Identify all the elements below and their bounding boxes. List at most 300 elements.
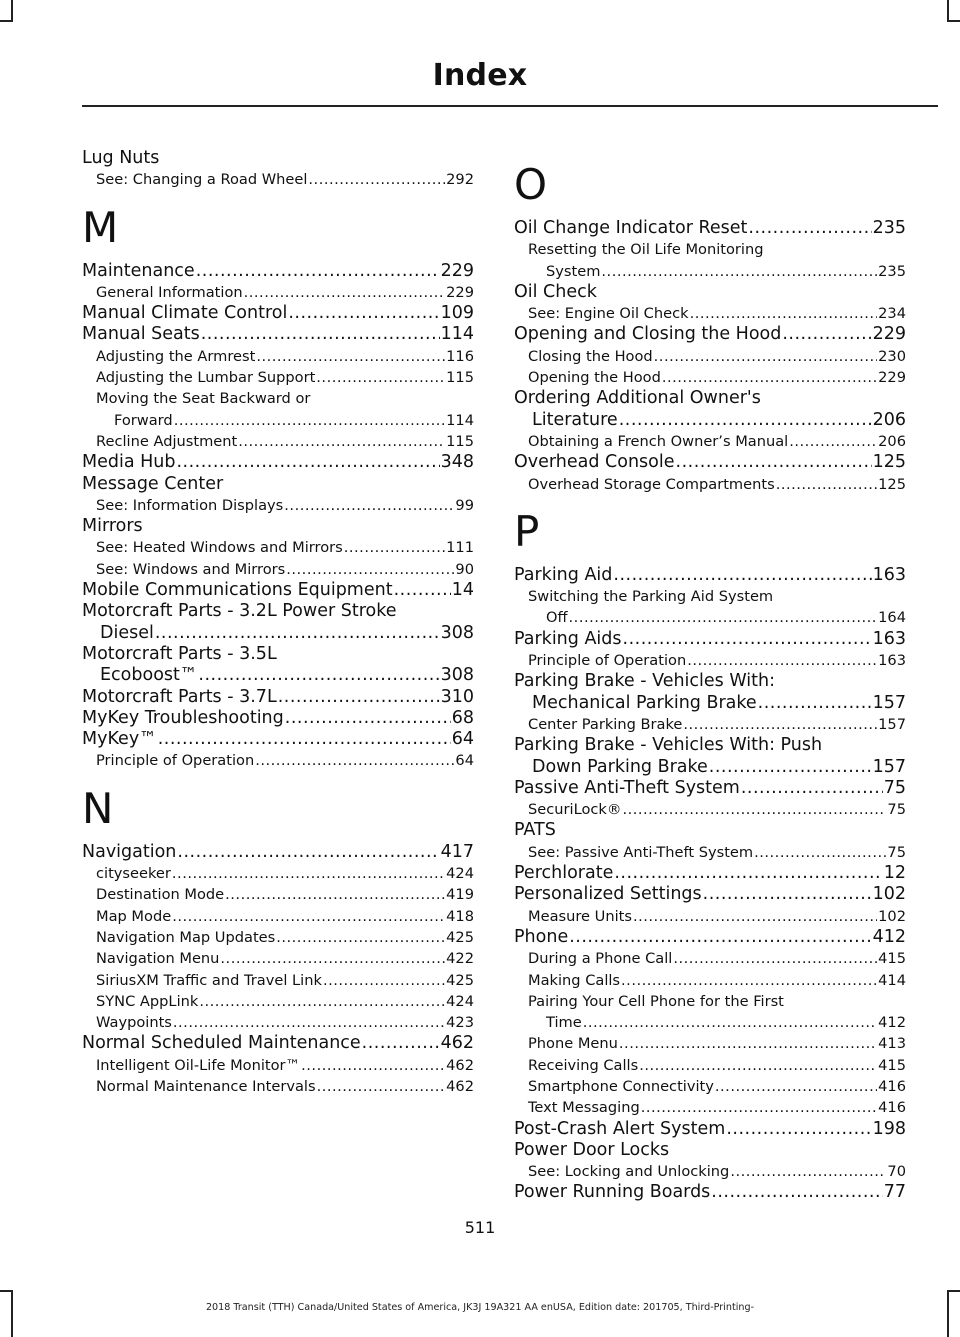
index-page-ref: 229	[446, 283, 474, 301]
index-page-ref: 235	[872, 218, 906, 238]
dot-leader	[244, 282, 446, 303]
index-line	[528, 303, 906, 324]
index-term: PATS	[514, 820, 556, 841]
index-term: MyKey™	[82, 729, 157, 750]
index-page-ref: 116	[446, 347, 474, 365]
index-page-ref: 64	[455, 752, 474, 770]
dot-leader	[172, 863, 445, 884]
page-title: Index	[432, 58, 528, 93]
index-subentry	[82, 927, 474, 948]
index-entry	[514, 778, 906, 799]
index-subentry	[514, 1033, 906, 1054]
index-page-ref: 418	[446, 907, 474, 925]
index-entry	[514, 388, 906, 431]
index-subentry	[514, 431, 906, 452]
index-entry	[82, 324, 474, 345]
index-page-ref: 424	[446, 865, 474, 883]
index-line	[96, 282, 474, 303]
index-page-ref: 12	[883, 863, 906, 884]
dot-leader	[687, 650, 877, 671]
index-line	[96, 559, 474, 580]
index-subentry	[82, 884, 474, 905]
crop-mark-top-right-vertical	[947, 0, 949, 22]
index-term: Personalized Settings	[514, 884, 702, 905]
index-term: Principle of Operation	[528, 652, 687, 670]
index-entry	[82, 729, 474, 750]
index-page-ref: 111	[446, 539, 474, 557]
index-term-continuation: Time	[546, 1014, 582, 1032]
index-line	[82, 474, 474, 495]
index-term: Measure Units	[528, 907, 632, 925]
index-entry	[82, 644, 474, 687]
index-line	[96, 431, 474, 452]
index-page-ref: 115	[446, 369, 474, 387]
dot-leader	[748, 218, 871, 239]
index-term: Parking Aid	[514, 564, 613, 585]
dot-leader	[199, 991, 445, 1012]
index-subentry	[82, 282, 474, 303]
index-term: Mobile Communications Equipment	[82, 580, 393, 601]
index-term: Adjusting the Armrest	[96, 347, 256, 365]
index-subentry	[82, 346, 474, 367]
index-subentry	[82, 948, 474, 969]
index-page-ref: 415	[878, 1056, 906, 1074]
index-subentry	[82, 991, 474, 1012]
index-term: Navigation	[82, 841, 177, 862]
dot-leader	[172, 906, 445, 927]
dot-leader	[198, 665, 439, 686]
index-page-ref: 423	[446, 1014, 474, 1032]
index-term: Recline Adjustment	[96, 432, 238, 450]
dot-leader	[782, 324, 871, 345]
index-subentry	[82, 863, 474, 884]
page-number: 511	[464, 1218, 496, 1237]
dot-leader	[683, 714, 877, 735]
index-page-ref: 308	[440, 622, 474, 643]
index-line	[528, 714, 906, 735]
index-page-ref: 70	[887, 1163, 906, 1181]
index-term-continuation: Off	[546, 609, 568, 627]
index-term: Parking Aids	[514, 628, 622, 649]
index-line	[528, 367, 906, 388]
index-entry	[82, 516, 474, 537]
dot-leader	[662, 367, 877, 388]
index-term: Opening the Hood	[528, 369, 661, 387]
index-entry	[82, 842, 474, 863]
dot-leader	[789, 431, 877, 452]
index-line	[514, 565, 906, 586]
index-entry	[82, 452, 474, 473]
index-subentry	[514, 1161, 906, 1182]
index-term: Switching the Parking Aid System	[528, 588, 774, 606]
index-line	[82, 516, 474, 537]
index-entry	[82, 601, 474, 644]
crop-mark-bottom-right-horizontal	[947, 1290, 960, 1292]
index-term: Motorcraft Parts - 3.5L	[82, 643, 277, 664]
index-term: Passive Anti-Theft System	[514, 777, 740, 798]
index-line	[96, 750, 474, 771]
index-line	[82, 842, 474, 863]
dot-leader	[614, 863, 882, 884]
index-line	[96, 906, 474, 927]
dot-leader	[286, 559, 454, 580]
index-line	[96, 495, 474, 516]
index-subentry	[82, 1055, 474, 1076]
index-section-letter: M	[82, 202, 119, 252]
dot-leader	[709, 757, 872, 778]
index-page-ref: 310	[440, 686, 474, 707]
index-term: Opening and Closing the Hood	[514, 324, 782, 345]
index-term: Message Center	[82, 473, 224, 494]
index-line	[96, 410, 474, 431]
index-page-ref: 230	[878, 347, 906, 365]
index-entry	[82, 1033, 474, 1054]
index-subentry	[82, 559, 474, 580]
index-page-ref: 419	[446, 886, 474, 904]
index-line	[96, 1012, 474, 1033]
index-subentry	[514, 906, 906, 927]
dot-leader	[758, 693, 872, 714]
index-entry	[514, 927, 906, 948]
index-line	[82, 687, 474, 708]
dot-leader	[362, 1033, 440, 1054]
index-line	[82, 708, 474, 729]
index-page-ref: 75	[887, 801, 906, 819]
dot-leader	[158, 729, 451, 750]
header-rule	[82, 105, 938, 107]
dot-leader	[201, 324, 440, 345]
index-entry	[514, 1140, 906, 1161]
dot-leader	[278, 687, 440, 708]
index-line	[82, 303, 474, 324]
index-term-continuation: Mechanical Parking Brake	[532, 692, 757, 713]
index-term: Maintenance	[82, 260, 195, 281]
index-subentry	[82, 388, 474, 431]
index-line	[96, 367, 474, 388]
index-entry	[82, 261, 474, 282]
dot-leader	[317, 1076, 446, 1097]
index-line	[528, 474, 906, 495]
index-section-letter: O	[514, 160, 548, 209]
index-subentry	[82, 1076, 474, 1097]
index-column-right	[514, 148, 906, 1204]
index-term: Ordering Additional Owner's	[514, 388, 761, 409]
index-line	[96, 948, 474, 969]
index-term: Receiving Calls	[528, 1056, 639, 1074]
index-subentry	[82, 431, 474, 452]
index-line	[82, 580, 474, 601]
index-term: See: Locking and Unlocking	[528, 1163, 730, 1181]
index-page-ref: 163	[878, 652, 906, 670]
index-page-ref: 462	[440, 1033, 474, 1054]
index-page-ref: 68	[451, 707, 474, 728]
index-term: Obtaining a French Owner’s Manual	[528, 432, 789, 450]
dot-leader	[323, 970, 445, 991]
index-term: See: Information Displays	[96, 496, 284, 514]
index-line	[514, 282, 906, 303]
index-line	[96, 884, 474, 905]
index-term: MyKey Troubleshooting	[82, 707, 284, 728]
index-term: Motorcraft Parts - 3.7L	[82, 686, 277, 707]
index-term: Post-Crash Alert System	[514, 1118, 726, 1139]
index-subentry	[514, 1055, 906, 1076]
dot-leader	[621, 970, 877, 991]
index-term: Making Calls	[528, 971, 621, 989]
index-term: Text Messaging	[528, 1099, 640, 1117]
dot-leader	[633, 906, 877, 927]
index-page-ref: 14	[451, 580, 474, 601]
dot-leader	[703, 884, 872, 905]
index-line	[528, 346, 906, 367]
dot-leader	[344, 537, 445, 558]
dot-leader	[569, 927, 871, 948]
dot-leader	[285, 708, 451, 729]
index-page-ref: 416	[878, 1099, 906, 1117]
index-page-ref: 115	[446, 432, 474, 450]
index-line	[514, 863, 906, 884]
index-term: Overhead Storage Compartments	[528, 475, 775, 493]
index-term-continuation: Ecoboost™	[100, 665, 198, 686]
index-line	[528, 650, 906, 671]
dot-leader	[730, 1161, 886, 1182]
index-term: Media Hub	[82, 452, 176, 473]
index-page-ref: 416	[878, 1077, 906, 1095]
index-page-ref: 75	[883, 777, 906, 798]
index-term-continuation: Down Parking Brake	[532, 756, 708, 777]
index-entry	[82, 708, 474, 729]
index-page-ref: 206	[872, 409, 906, 430]
index-page-ref: 90	[455, 560, 474, 578]
index-line	[528, 1097, 906, 1118]
index-term: Mirrors	[82, 516, 143, 537]
index-subentry	[514, 1076, 906, 1097]
dot-leader	[676, 452, 872, 473]
index-line	[528, 842, 906, 863]
index-subentry	[514, 991, 906, 1034]
index-page-ref: 422	[446, 950, 474, 968]
index-term: Parking Brake - Vehicles With:	[514, 671, 775, 692]
index-line	[528, 970, 906, 991]
index-term-continuation: System	[546, 262, 601, 280]
index-page-ref: 114	[440, 324, 474, 345]
dot-leader	[173, 1012, 445, 1033]
index-page-ref: 413	[878, 1035, 906, 1053]
index-term-continuation: Diesel	[100, 622, 154, 643]
index-entry	[514, 863, 906, 884]
index-entry	[514, 820, 906, 841]
index-term: See: Passive Anti-Theft System	[528, 843, 754, 861]
index-entry	[82, 580, 474, 601]
index-page-ref: 234	[878, 305, 906, 323]
index-entry	[514, 671, 906, 714]
index-term: Power Running Boards	[514, 1182, 711, 1203]
index-term: Normal Maintenance Intervals	[96, 1077, 316, 1095]
index-page-ref: 412	[872, 926, 906, 947]
index-page-ref: 412	[878, 1014, 906, 1032]
dot-leader	[238, 431, 445, 452]
index-subentry	[514, 239, 906, 282]
index-term: See: Heated Windows and Mirrors	[96, 539, 343, 557]
index-term: cityseeker	[96, 865, 171, 883]
index-term: Overhead Console	[514, 452, 675, 473]
index-line	[96, 927, 474, 948]
index-page-ref: 109	[440, 303, 474, 324]
index-line	[514, 452, 906, 473]
index-subentry	[514, 948, 906, 969]
index-subentry	[514, 346, 906, 367]
index-line	[528, 1161, 906, 1182]
crop-mark-bottom-right-vertical	[947, 1290, 949, 1337]
dot-leader	[613, 565, 871, 586]
index-term: Oil Check	[514, 281, 597, 302]
crop-mark-bottom-left-vertical	[11, 1290, 13, 1337]
index-term: Closing the Hood	[528, 347, 653, 365]
dot-leader	[639, 1055, 877, 1076]
index-line	[514, 778, 906, 799]
index-term: Motorcraft Parts - 3.2L Power Stroke	[82, 601, 397, 622]
index-page-ref: 292	[446, 171, 474, 189]
index-term: See: Windows and Mirrors	[96, 560, 286, 578]
index-subentry	[82, 537, 474, 558]
index-subentry	[82, 495, 474, 516]
index-line	[96, 1055, 474, 1076]
index-subentry	[514, 799, 906, 820]
index-line	[514, 1182, 906, 1203]
index-term: See: Engine Oil Check	[528, 305, 689, 323]
index-term: Waypoints	[96, 1014, 172, 1032]
index-term: Adjusting the Lumbar Support	[96, 369, 316, 387]
index-term: Phone	[514, 926, 569, 947]
crop-mark-bottom-left-horizontal	[0, 1290, 13, 1292]
index-page-ref: 229	[878, 369, 906, 387]
index-term: Navigation Menu	[96, 950, 220, 968]
index-line	[528, 1012, 906, 1033]
index-line	[514, 757, 906, 778]
index-term: Principle of Operation	[96, 752, 255, 770]
index-line	[82, 665, 474, 686]
index-term: Manual Climate Control	[82, 303, 288, 324]
index-term-continuation: Literature	[532, 409, 618, 430]
index-entry	[514, 324, 906, 345]
index-entry	[514, 282, 906, 303]
index-line	[514, 927, 906, 948]
index-line	[82, 452, 474, 473]
index-page-ref: 163	[872, 564, 906, 585]
index-subentry	[82, 1012, 474, 1033]
index-line	[96, 863, 474, 884]
index-term: Pairing Your Cell Phone for the First	[528, 992, 784, 1010]
index-line	[514, 410, 906, 431]
index-line	[514, 820, 906, 841]
index-page-ref: 64	[451, 729, 474, 750]
dot-leader	[619, 410, 872, 431]
index-page-ref: 414	[878, 971, 906, 989]
index-section-letter: P	[514, 506, 540, 556]
index-line	[514, 693, 906, 714]
dot-leader	[256, 346, 445, 367]
dot-leader	[619, 1033, 877, 1054]
dot-leader	[177, 842, 439, 863]
index-page-ref: 425	[446, 928, 474, 946]
index-entry	[82, 474, 474, 495]
index-page-ref: 462	[446, 1056, 474, 1074]
crop-mark-top-left-horizontal	[0, 20, 13, 22]
index-line	[96, 346, 474, 367]
dot-leader	[776, 474, 877, 495]
index-term: Center Parking Brake	[528, 715, 683, 733]
index-line	[82, 261, 474, 282]
index-line	[514, 884, 906, 905]
index-line	[96, 991, 474, 1012]
index-subentry	[514, 303, 906, 324]
index-entry	[514, 565, 906, 586]
index-line	[514, 324, 906, 345]
dot-leader	[276, 927, 445, 948]
dot-leader	[176, 452, 439, 473]
index-line	[96, 1076, 474, 1097]
dot-leader	[394, 580, 451, 601]
index-subentry	[82, 970, 474, 991]
dot-leader	[284, 495, 454, 516]
index-line	[96, 537, 474, 558]
dot-leader	[301, 1055, 445, 1076]
index-subentry	[514, 367, 906, 388]
index-page-ref: 125	[878, 475, 906, 493]
index-term: SecuriLock®	[528, 801, 622, 819]
index-line	[528, 431, 906, 452]
index-term: Lug Nuts	[82, 148, 160, 168]
index-page-ref: 77	[883, 1182, 906, 1203]
index-page-ref: 229	[872, 324, 906, 345]
index-line	[528, 948, 906, 969]
index-term: Parking Brake - Vehicles With: Push	[514, 735, 823, 756]
index-line	[528, 1033, 906, 1054]
index-line	[96, 169, 474, 190]
index-line	[528, 1055, 906, 1076]
dot-leader	[174, 410, 445, 431]
index-page-ref: 417	[440, 841, 474, 862]
index-subentry	[514, 650, 906, 671]
index-subentry	[82, 169, 474, 190]
index-subentry	[514, 842, 906, 863]
index-column-left	[82, 148, 474, 1097]
dot-leader	[220, 948, 445, 969]
index-entry	[514, 218, 906, 239]
index-line	[514, 218, 906, 239]
index-page-ref: 424	[446, 992, 474, 1010]
dot-leader	[569, 607, 878, 628]
index-term: Smartphone Connectivity	[528, 1077, 714, 1095]
dot-leader	[641, 1097, 877, 1118]
index-term: Resetting the Oil Life Monitoring	[528, 241, 764, 259]
footer-edition-text: 2018 Transit (TTH) Canada/United States of America, JK3J 19A321 AA enUSA, Edition date: 201705, Third-Printing-	[205, 1302, 755, 1313]
dot-leader	[255, 750, 454, 771]
index-entry	[82, 148, 474, 169]
index-page-ref: 198	[872, 1118, 906, 1139]
dot-leader	[673, 948, 877, 969]
index-term: See: Changing a Road Wheel	[96, 171, 308, 189]
index-line	[528, 261, 906, 282]
index-entry	[514, 1182, 906, 1203]
index-page-ref: 462	[446, 1077, 474, 1095]
dot-leader	[726, 1119, 871, 1140]
index-term: During a Phone Call	[528, 950, 673, 968]
dot-leader	[741, 778, 883, 799]
index-page-ref: 99	[455, 496, 474, 514]
index-page-ref: 102	[878, 907, 906, 925]
index-line	[528, 906, 906, 927]
index-term: Destination Mode	[96, 886, 225, 904]
